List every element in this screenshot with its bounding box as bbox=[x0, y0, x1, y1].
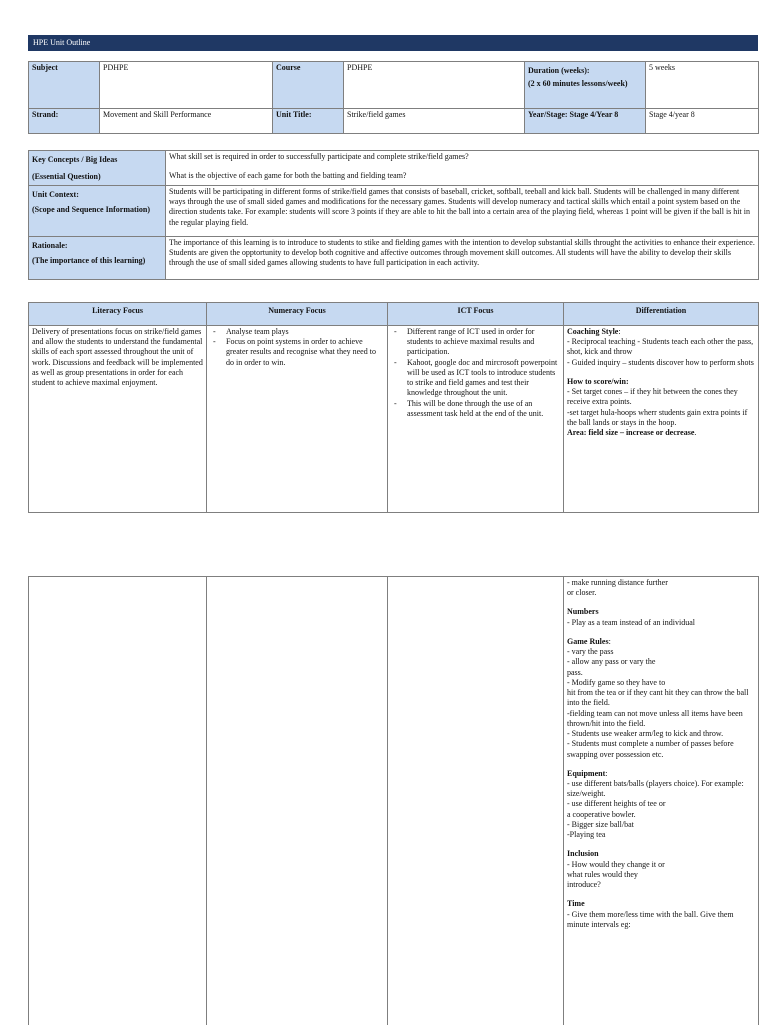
course-value: PDHPE bbox=[344, 62, 525, 109]
text-line: - allow any pass or vary the bbox=[567, 657, 755, 667]
time-heading: Time bbox=[567, 899, 755, 909]
subject-label: Subject bbox=[29, 62, 100, 109]
coaching-line: - Guided inquiry – students discover how to perform shots bbox=[567, 358, 755, 368]
list-item: - Kahoot, google doc and mircrosoft powerpoint will be used as ICT tools to introduce students to strike and field games and test their knowledge throughout the unit. bbox=[391, 358, 560, 399]
text-line: - use different bats/balls (players choice). For example: size/weight. bbox=[567, 779, 755, 799]
key-question-1: What skill set is required in order to successfully participate and complete strike/field games? bbox=[169, 152, 755, 162]
text-line: - Bigger size ball/bat bbox=[567, 820, 755, 830]
unit-context-sub: (Scope and Sequence Information) bbox=[32, 205, 162, 215]
rationale-sub: (The importance of this learning) bbox=[32, 256, 162, 266]
text-line: - Give them more/less time with the ball. Give them minute intervals eg: bbox=[567, 910, 755, 930]
ict-focus-header: ICT Focus bbox=[388, 303, 564, 326]
unit-title-value: Strike/field games bbox=[344, 109, 525, 134]
rationale-text: The importance of this learning is to introduce to students to stike and fielding games with the intention to develop substantial skills throught the activities to enhance their experience. Students are given the opptortunity to develop both cognitive and affective outcomes through movement skill outcomes. All students will have the ability to develop their skills through the use of small sided games allowing students to have full participation in each activity. bbox=[166, 237, 759, 280]
rationale-label-cell bbox=[29, 237, 166, 280]
key-question-2: What is the objective of each game for both the batting and fielding team? bbox=[169, 171, 755, 181]
list-item: - Focus on point systems in order to achieve greater results and recognise what they need to do in order to win. bbox=[210, 337, 384, 368]
text-line: - use different heights of tee or bbox=[567, 799, 755, 809]
list-item: - Analyse team plays bbox=[210, 327, 384, 337]
coaching-line: - Reciprocal teaching - Students teach each other the pass, shot, kick and throw bbox=[567, 337, 755, 357]
list-item: - This will be done through the use of an assessment task held at the end of the unit. bbox=[391, 399, 560, 419]
duration-value: 5 weeks bbox=[646, 62, 759, 109]
rationale-label: Rationale: bbox=[32, 241, 162, 251]
unit-outline-banner: HPE Unit Outline bbox=[28, 35, 758, 51]
duration-label-cell bbox=[525, 62, 646, 109]
literacy-focus-header: Literacy Focus bbox=[29, 303, 207, 326]
unit-context-label-cell bbox=[29, 186, 166, 237]
area-heading: Area: field size – increase or decrease. bbox=[567, 428, 755, 438]
concepts-table bbox=[28, 150, 759, 280]
inclusion-heading: Inclusion bbox=[567, 849, 755, 859]
equipment-heading: Equipment: bbox=[567, 769, 755, 779]
differentiation-cell bbox=[564, 326, 759, 513]
text-line: -fielding team can not move unless all items have been thrown/hit into the field. bbox=[567, 709, 755, 729]
course-label: Course bbox=[273, 62, 344, 109]
key-concepts-text bbox=[166, 151, 759, 186]
unit-title-label: Unit Title: bbox=[273, 109, 344, 134]
literacy-focus-text: Delivery of presentations focus on strike/field games and allow the students to understand the fundamental skills of each sport assessed throughout the unit of work. Discussions and feedback will be implemented as well as group presentations in order for each student to achieve maximal enjoyment. bbox=[29, 326, 207, 513]
unit-info-table bbox=[28, 61, 759, 134]
text-line: - Students must complete a number of passes before swapping over possession etc. bbox=[567, 739, 755, 759]
text-line: - make running distance further bbox=[567, 578, 755, 588]
subject-value: PDHPE bbox=[100, 62, 273, 109]
game-rules-heading: Game Rules: bbox=[567, 637, 755, 647]
text-line: -Playing tea bbox=[567, 830, 755, 840]
coaching-style-heading: Coaching Style: bbox=[567, 327, 755, 337]
how-to-score-heading: How to score/win: bbox=[567, 377, 755, 387]
differentiation-header: Differentiation bbox=[564, 303, 759, 326]
text-line: what rules would they bbox=[567, 870, 755, 880]
list-item: - Different range of ICT used in order for students to achieve maximal results and participation. bbox=[391, 327, 560, 358]
text-line: - Modify game so they have to bbox=[567, 678, 755, 688]
numbers-heading: Numbers bbox=[567, 607, 755, 617]
empty-ict-cell bbox=[388, 577, 564, 1025]
score-line: -set target hula-hoops wherr students gain extra points if the ball lands or stays in the hoop. bbox=[567, 408, 755, 428]
duration-label: Duration (weeks): bbox=[528, 66, 642, 76]
empty-numeracy-cell bbox=[207, 577, 388, 1025]
text-line: - Students use weaker arm/leg to kick and throw. bbox=[567, 729, 755, 739]
text-line: pass. bbox=[567, 668, 755, 678]
text-line: hit from the tea or if they cant hit they can throw the ball into the field. bbox=[567, 688, 755, 708]
text-line: - Play as a team instead of an individual bbox=[567, 618, 755, 628]
text-line: - vary the pass bbox=[567, 647, 755, 657]
empty-literacy-cell bbox=[29, 577, 207, 1025]
text-line: - How would they change it or bbox=[567, 860, 755, 870]
year-stage-label: Year/Stage: Stage 4/Year 8 bbox=[525, 109, 646, 134]
continued-table bbox=[28, 576, 759, 1025]
unit-context-text: Students will be participating in different forms of strike/field games that consists of baseball, cricket, softball, teeball and kick ball. Students will be challenged in many different ways through the use of small sided games and modifications for the necessary games. Students will develop numeracy and tactical skills which entail a point system based on the direction students take. For example: students will score 3 points if they are able to hit the ball into a certain area of the playing field, whereas 1 point will be given if the ball is hit in the regular playing field. bbox=[166, 186, 759, 237]
focus-table bbox=[28, 302, 759, 513]
strand-label: Strand: bbox=[29, 109, 100, 134]
duration-sub: (2 x 60 minutes lessons/week) bbox=[528, 79, 642, 89]
strand-value: Movement and Skill Performance bbox=[100, 109, 273, 134]
key-concepts-label-cell bbox=[29, 151, 166, 186]
text-line: introduce? bbox=[567, 880, 755, 890]
year-stage-value: Stage 4/year 8 bbox=[646, 109, 759, 134]
text-line: or closer. bbox=[567, 588, 755, 598]
essential-question-label: (Essential Question) bbox=[32, 172, 162, 182]
continued-differentiation-cell bbox=[564, 577, 759, 1025]
text-line: a cooperative bowler. bbox=[567, 810, 755, 820]
numeracy-focus-header: Numeracy Focus bbox=[207, 303, 388, 326]
key-concepts-label: Key Concepts / Big Ideas bbox=[32, 155, 162, 165]
score-line: - Set target cones – if they hit between the cones they receive extra points. bbox=[567, 387, 755, 407]
ict-focus-cell bbox=[388, 326, 564, 513]
numeracy-focus-cell bbox=[207, 326, 388, 513]
unit-context-label: Unit Context: bbox=[32, 190, 162, 200]
